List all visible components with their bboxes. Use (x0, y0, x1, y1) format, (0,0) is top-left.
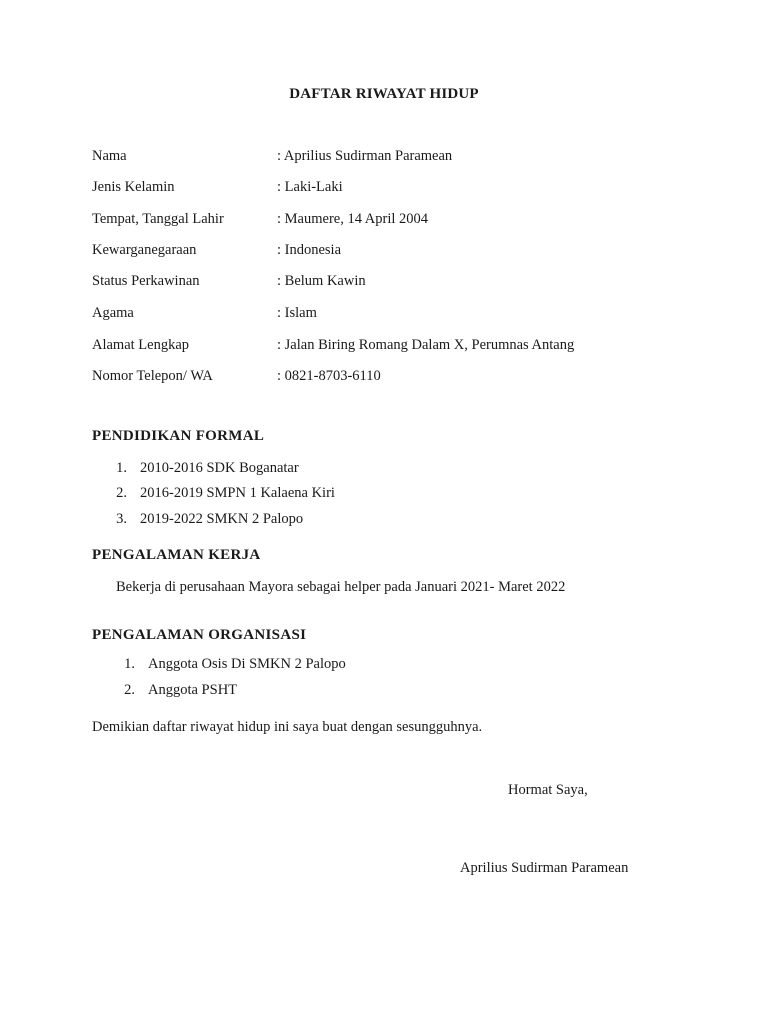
personal-label-name: Nama (92, 148, 127, 164)
education-item-text: 2019-2022 SMKN 2 Palopo (140, 511, 304, 527)
education-item-number: 2. (116, 485, 127, 501)
personal-label-religion: Agama (92, 305, 134, 321)
personal-label-birth: Tempat, Tanggal Lahir (92, 211, 224, 227)
education-heading: PENDIDIKAN FORMAL (92, 428, 265, 444)
organization-item-number: 1. (124, 656, 135, 672)
personal-value-religion: : Islam (277, 305, 317, 321)
education-item-text: 2010-2016 SDK Boganatar (140, 460, 299, 476)
personal-value-birth: : Maumere, 14 April 2004 (277, 211, 429, 227)
education-item-number: 1. (116, 460, 127, 476)
personal-label-marital: Status Perkawinan (92, 273, 200, 289)
signoff-greeting: Hormat Saya, (508, 782, 588, 798)
personal-value-name: : Aprilius Sudirman Paramean (277, 148, 453, 164)
education-item-number: 3. (116, 511, 127, 527)
personal-label-address: Alamat Lengkap (92, 337, 190, 353)
work-heading: PENGALAMAN KERJA (92, 547, 261, 563)
personal-value-nationality: : Indonesia (277, 242, 342, 258)
personal-label-nationality: Kewarganegaraan (92, 242, 197, 258)
education-item-text: 2016-2019 SMPN 1 Kalaena Kiri (140, 485, 335, 501)
organization-heading: PENGALAMAN ORGANISASI (92, 627, 307, 643)
personal-label-gender: Jenis Kelamin (92, 179, 175, 195)
personal-value-gender: : Laki-Laki (277, 179, 343, 195)
organization-item-text: Anggota Osis Di SMKN 2 Palopo (148, 656, 346, 672)
signoff-name: Aprilius Sudirman Paramean (460, 860, 629, 876)
work-text: Bekerja di perusahaan Mayora sebagai helper pada Januari 2021- Maret 2022 (116, 579, 566, 595)
personal-label-phone: Nomor Telepon/ WA (92, 368, 213, 384)
personal-value-address: : Jalan Biring Romang Dalam X, Perumnas Antang (277, 337, 575, 353)
organization-item-number: 2. (124, 682, 135, 698)
organization-item-text: Anggota PSHT (148, 682, 238, 698)
personal-value-phone: : 0821-8703-6110 (277, 368, 381, 384)
closing-statement: Demikian daftar riwayat hidup ini saya buat dengan sesungguhnya. (92, 719, 483, 735)
personal-value-marital: : Belum Kawin (277, 273, 366, 289)
document-title: DAFTAR RIWAYAT HIDUP (289, 86, 479, 102)
